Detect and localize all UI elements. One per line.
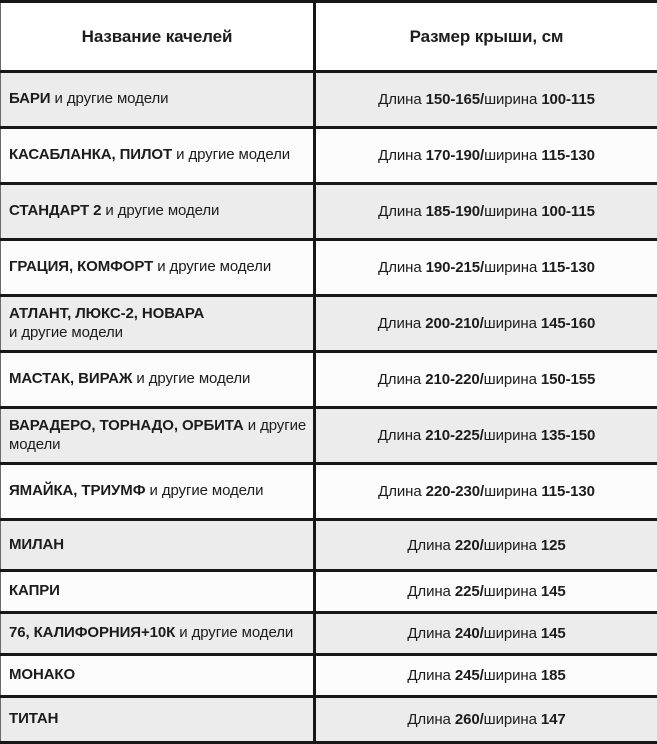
length-label: Длина [378,91,425,108]
swing-model-name: МОНАКО [9,666,75,683]
header-size-column: Размер крыши, см [315,2,657,72]
swing-model-name: СТАНДАРТ 2 [9,202,101,219]
width-label: ширина [484,427,541,444]
slash-separator: / [480,91,484,108]
length-value: 150-165 [426,91,480,108]
slash-separator: / [480,625,484,642]
width-value: 115-130 [541,147,595,164]
roof-size-cell [315,72,657,128]
length-label: Длина [378,483,425,500]
table-row [1,520,657,571]
roof-size-cell [315,613,657,655]
swing-name-suffix: и другие модели [175,624,293,641]
length-label: Длина [407,625,454,642]
roof-size-cell [315,464,657,520]
roof-size-cell [315,571,657,613]
width-value: 115-130 [541,483,595,500]
swing-name-cell [1,128,315,184]
width-label: ширина [484,625,541,642]
swing-model-name: КАСАБЛАНКА, ПИЛОТ [9,146,172,163]
swing-name-suffix: и другие модели [101,202,219,219]
length-label: Длина [407,667,454,684]
table-row [1,408,657,464]
roof-size-cell [315,655,657,697]
swing-name-cell [1,655,315,697]
width-label: ширина [484,537,541,554]
length-value: 225 [455,583,480,600]
table-row [1,571,657,613]
roof-size-cell [315,128,657,184]
width-value: 145 [541,625,566,642]
table-row [1,128,657,184]
roof-size-cell [315,697,657,743]
width-value: 145 [541,583,566,600]
width-label: ширина [484,259,541,276]
swing-name-cell [1,352,315,408]
swing-name-suffix: и другие модели [172,146,290,163]
length-label: Длина [378,259,425,276]
swing-model-name: КАПРИ [9,582,60,599]
swing-name-cell [1,520,315,571]
roof-size-cell [315,240,657,296]
swing-model-name: АТЛАНТ, ЛЮКС-2, НОВАРА [9,305,204,322]
swing-model-name: 76, КАЛИФОРНИЯ+10К [9,624,175,641]
swing-name-cell [1,464,315,520]
length-value: 200-210 [425,315,479,332]
table-row [1,240,657,296]
roof-size-cell [315,352,657,408]
length-value: 260 [455,711,480,728]
length-value: 240 [455,625,480,642]
swing-name-suffix: и другие модели [50,90,168,107]
width-value: 150-155 [541,371,595,388]
width-label: ширина [484,483,541,500]
header-name-column: Название качелей [1,2,315,72]
swing-name-suffix: и другие модели [153,258,271,275]
swing-name-cell [1,571,315,613]
table-row [1,697,657,743]
width-value: 115-130 [541,259,595,276]
width-label: ширина [484,147,541,164]
swing-model-name: МИЛАН [9,536,64,553]
swing-model-name: ВАРАДЕРО, ТОРНАДО, ОРБИТА [9,417,244,434]
table-row [1,464,657,520]
swing-name-cell [1,240,315,296]
swing-name-cell [1,697,315,743]
length-value: 185-190 [426,203,480,220]
length-label: Длина [407,583,454,600]
slash-separator: / [480,371,484,388]
roof-size-cell [315,520,657,571]
width-label: ширина [484,203,541,220]
length-value: 170-190 [426,147,480,164]
width-value: 185 [541,667,566,684]
table-row [1,613,657,655]
slash-separator: / [480,259,484,276]
table-row [1,184,657,240]
slash-separator: / [480,315,484,332]
width-value: 135-150 [541,427,595,444]
swing-name-suffix: и другие модели [9,324,307,343]
roof-size-cell [315,408,657,464]
table-row [1,655,657,697]
slash-separator: / [480,711,484,728]
width-value: 100-115 [541,203,595,220]
length-value: 245 [455,667,480,684]
swing-name-cell [1,72,315,128]
width-label: ширина [484,91,541,108]
roof-size-cell [315,184,657,240]
swing-name-cell [1,296,315,352]
length-label: Длина [378,203,425,220]
swing-model-name: ГРАЦИЯ, КОМФОРТ [9,258,153,275]
length-value: 210-220 [425,371,479,388]
table-row [1,72,657,128]
table-row [1,352,657,408]
swing-name-cell [1,184,315,240]
table-row [1,296,657,352]
length-label: Длина [407,537,454,554]
slash-separator: / [480,147,484,164]
length-value: 220-230 [426,483,480,500]
swing-name-cell [1,408,315,464]
header-row [1,2,657,72]
swing-model-name: БАРИ [9,90,50,107]
swing-model-name: ТИТАН [9,710,58,727]
swing-name-suffix: и другие модели [145,482,263,499]
width-label: ширина [484,371,541,388]
slash-separator: / [480,483,484,500]
length-value: 210-225 [425,427,479,444]
length-label: Длина [378,371,425,388]
slash-separator: / [480,203,484,220]
width-value: 100-115 [541,91,595,108]
slash-separator: / [480,427,484,444]
width-value: 145-160 [541,315,595,332]
width-label: ширина [484,583,541,600]
roof-size-cell [315,296,657,352]
length-label: Длина [378,427,425,444]
length-label: Длина [378,315,425,332]
width-label: ширина [484,711,541,728]
width-label: ширина [484,315,541,332]
length-label: Длина [378,147,425,164]
width-value: 147 [541,711,566,728]
swing-name-suffix: и другие модели [132,370,250,387]
slash-separator: / [480,537,484,554]
swing-name-suffix: и другие модели [9,417,306,453]
length-label: Длина [407,711,454,728]
swing-name-cell [1,613,315,655]
width-value: 125 [541,537,566,554]
swing-model-name: ЯМАЙКА, ТРИУМФ [9,482,145,499]
length-value: 190-215 [426,259,480,276]
length-value: 220 [455,537,480,554]
swing-model-name: МАСТАК, ВИРАЖ [9,370,132,387]
slash-separator: / [480,667,484,684]
width-label: ширина [484,667,541,684]
slash-separator: / [480,583,484,600]
